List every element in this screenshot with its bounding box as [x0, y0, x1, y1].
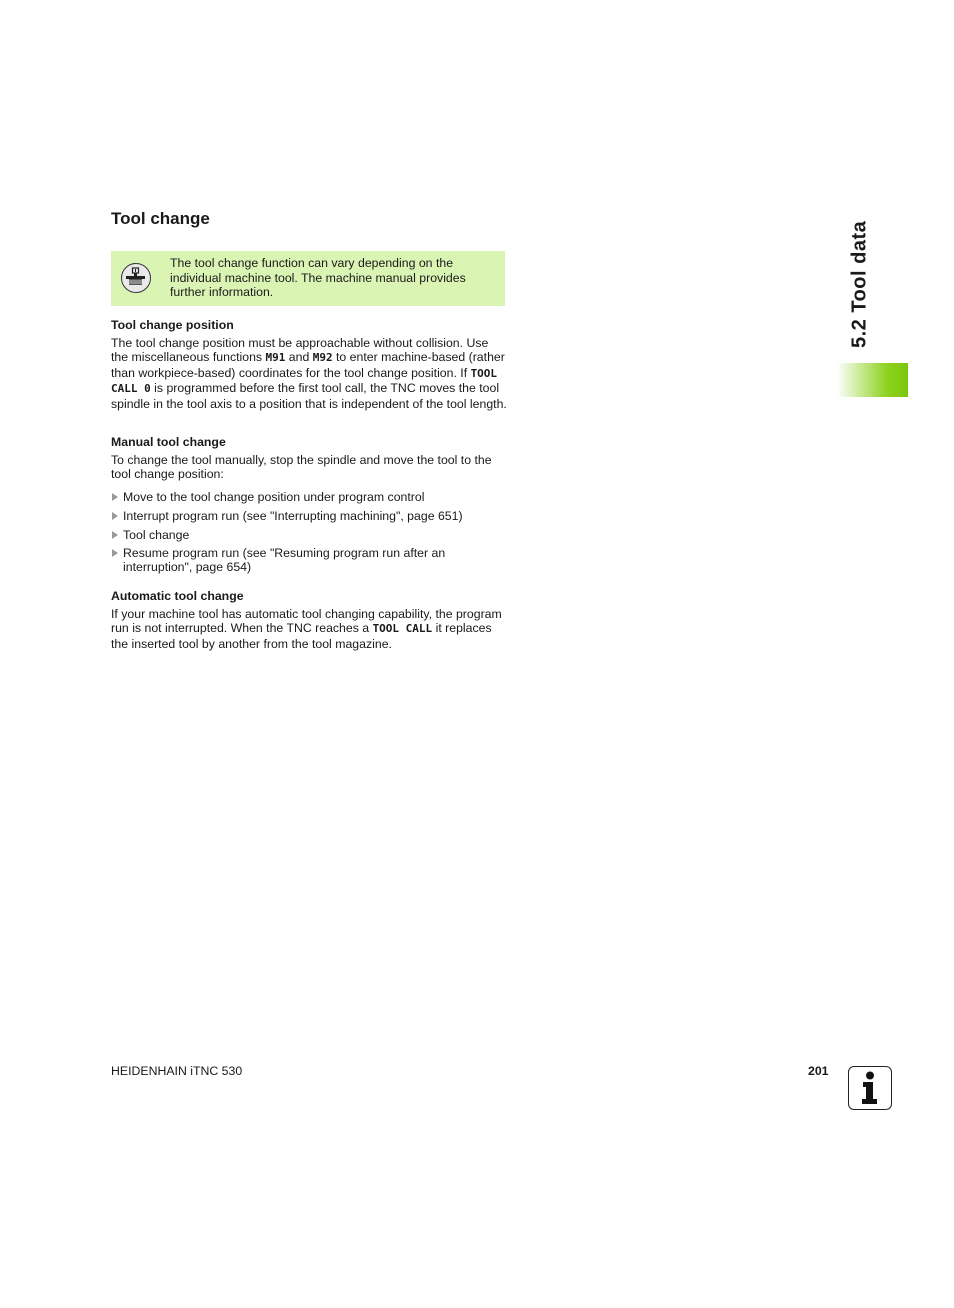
manual-tool-change-intro: To change the tool manually, stop the spindle and move the tool to the tool change position: [111, 453, 492, 482]
heading-automatic-tool-change: Automatic tool change [111, 589, 244, 603]
arrow-right-icon [112, 549, 118, 557]
arrow-right-icon [112, 531, 118, 539]
heading-tool-change-position: Tool change position [111, 318, 234, 332]
side-tab-marker [837, 363, 908, 397]
code-m91: M91 [265, 351, 286, 365]
footer-product: HEIDENHAIN iTNC 530 [111, 1064, 243, 1078]
code-tool-call: TOOL CALL [372, 622, 433, 636]
note-text: The tool change function can vary depending on the individual machine tool. The machine manual provides further information. [170, 256, 466, 299]
side-tab-label: 5.2 Tool data [848, 220, 871, 349]
info-icon [848, 1066, 892, 1110]
arrow-right-icon [112, 493, 118, 501]
machine-tool-icon [121, 263, 151, 293]
section-title: Tool change [111, 209, 210, 228]
arrow-right-icon [112, 512, 118, 520]
tool-change-position-text: The tool change position must be approachable without collision. Use the miscellaneous functions M91 and M92 to enter machine-based (rather than workpiece-based) coordinates for the tool change position. If TOOL CALL 0 is programmed before the first tool call, the TNC moves the tool spindle in the tool axis to a position that is independent of the tool length. [111, 336, 507, 411]
code-m92: M92 [312, 351, 333, 365]
page-number: 201 [808, 1064, 829, 1078]
automatic-tool-change-text: If your machine tool has automatic tool changing capability, the program run is not interrupted. When the TNC reaches a TOOL CALL it replaces the inserted tool by another from the tool magazine. [111, 607, 502, 651]
code-tool-call-0: TOOL CALL 0 [111, 366, 498, 396]
heading-manual-tool-change: Manual tool change [111, 435, 226, 449]
note-box [111, 251, 505, 306]
